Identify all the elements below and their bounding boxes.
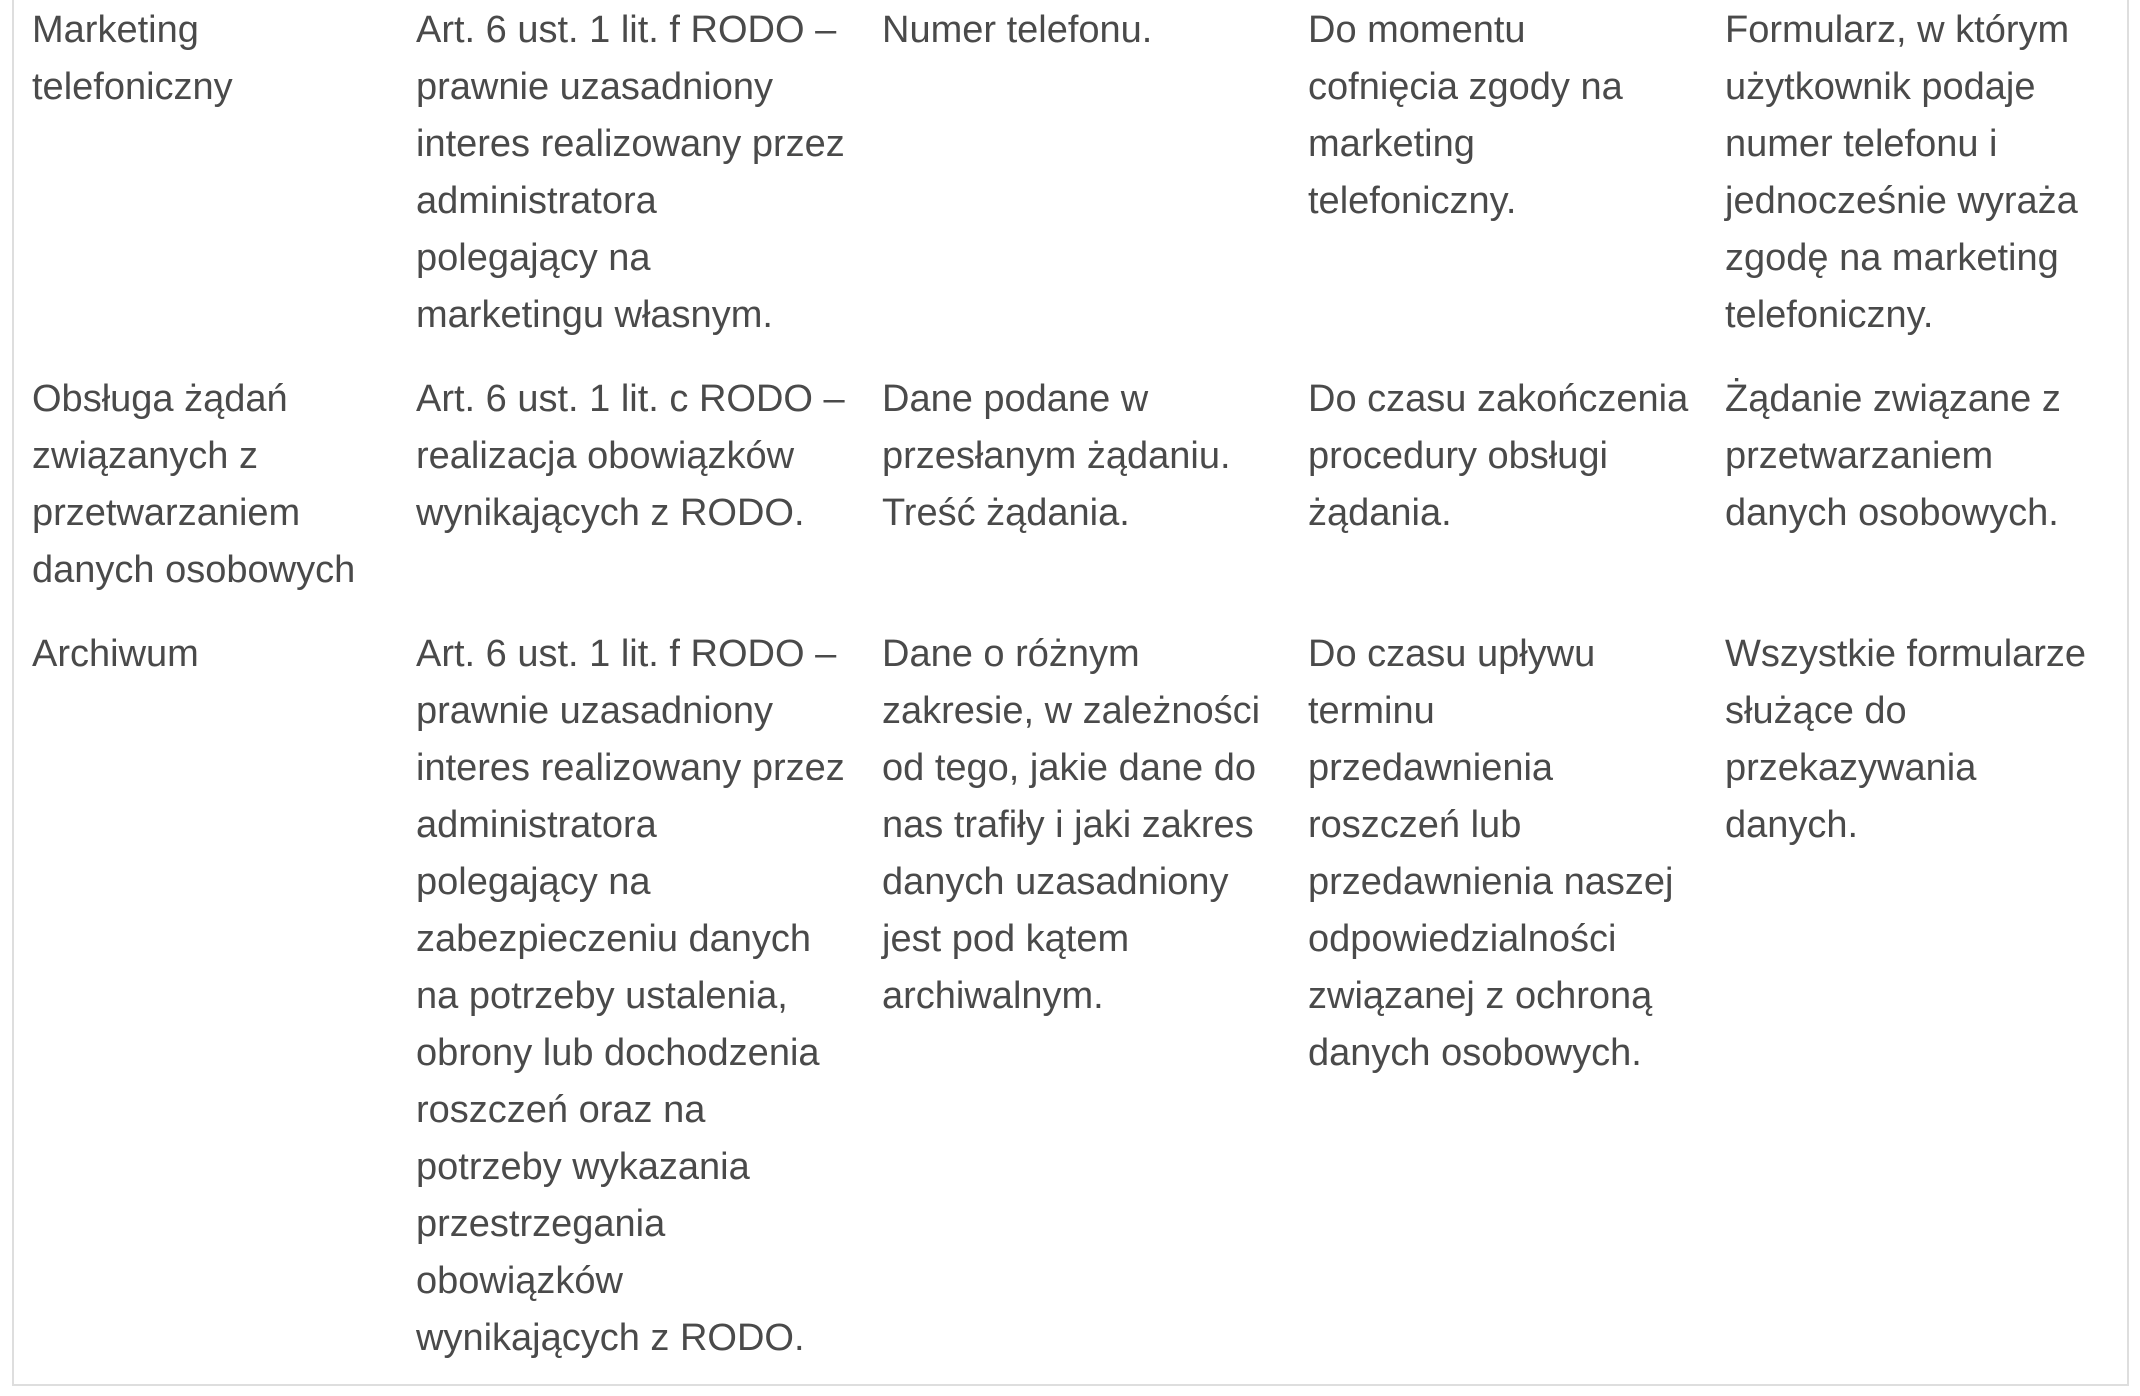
retention-text: Do momentu cofnięcia zgody na marketing telefoniczny. [1308, 9, 1623, 222]
data-scope-cell [882, 626, 1308, 1367]
data-scope-cell [882, 0, 1308, 371]
legal-basis-text: Art. 6 ust. 1 lit. c RODO – realizacja obowiązków wynikających z RODO. [416, 378, 845, 534]
data-scope-cell [882, 371, 1308, 626]
source-text: Wszystkie formularze służące do przekazywania danych. [1725, 633, 2087, 846]
purpose-text: Archiwum [32, 633, 199, 675]
data-processing-table [32, 0, 2092, 1367]
table-row [32, 626, 2092, 1367]
source-cell [1725, 0, 2092, 371]
retention-cell [1308, 371, 1725, 626]
source-text: Formularz, w którym użytkownik podaje numer telefonu i jednocześnie wyraża zgodę na marketing telefoniczny. [1725, 9, 2078, 336]
table-row [32, 0, 2092, 371]
legal-basis-text: Art. 6 ust. 1 lit. f RODO – prawnie uzasadniony interes realizowany przez administratora polegający na zabezpieczeniu danych na potrzeby ustalenia, obrony lub dochodzenia roszczeń oraz na potrzeby wykazania przestrzegania obowiązków wynikających z RODO. [416, 633, 845, 1359]
data-scope-text: Numer telefonu. [882, 9, 1153, 51]
purpose-cell [32, 371, 416, 626]
purpose-cell [32, 626, 416, 1367]
purpose-text: Marketing telefoniczny [32, 9, 233, 108]
legal-basis-text: Art. 6 ust. 1 lit. f RODO – prawnie uzasadniony interes realizowany przez administratora polegający na marketingu własnym. [416, 9, 845, 336]
retention-text: Do czasu upływu terminu przedawnienia roszczeń lub przedawnienia naszej odpowiedzialności związanej z ochroną danych osobowych. [1308, 633, 1674, 1074]
data-scope-text: Dane o różnym zakresie, w zależności od tego, jakie dane do nas trafiły i jaki zakres danych uzasadniony jest pod kątem archiwalnym. [882, 633, 1261, 1017]
purpose-text: Obsługa żądań związanych z przetwarzaniem danych osobowych [32, 378, 356, 591]
purpose-cell [32, 0, 416, 371]
table-row [32, 371, 2092, 626]
retention-cell [1308, 0, 1725, 371]
source-cell [1725, 371, 2092, 626]
data-scope-text: Dane podane w przesłanym żądaniu. Treść żądania. [882, 378, 1231, 534]
source-text: Żądanie związane z przetwarzaniem danych osobowych. [1725, 378, 2061, 534]
retention-cell [1308, 626, 1725, 1367]
retention-text: Do czasu zakończenia procedury obsługi żądania. [1308, 378, 1689, 534]
legal-basis-cell [416, 371, 882, 626]
source-cell [1725, 626, 2092, 1367]
legal-basis-cell [416, 0, 882, 371]
legal-basis-cell [416, 626, 882, 1367]
